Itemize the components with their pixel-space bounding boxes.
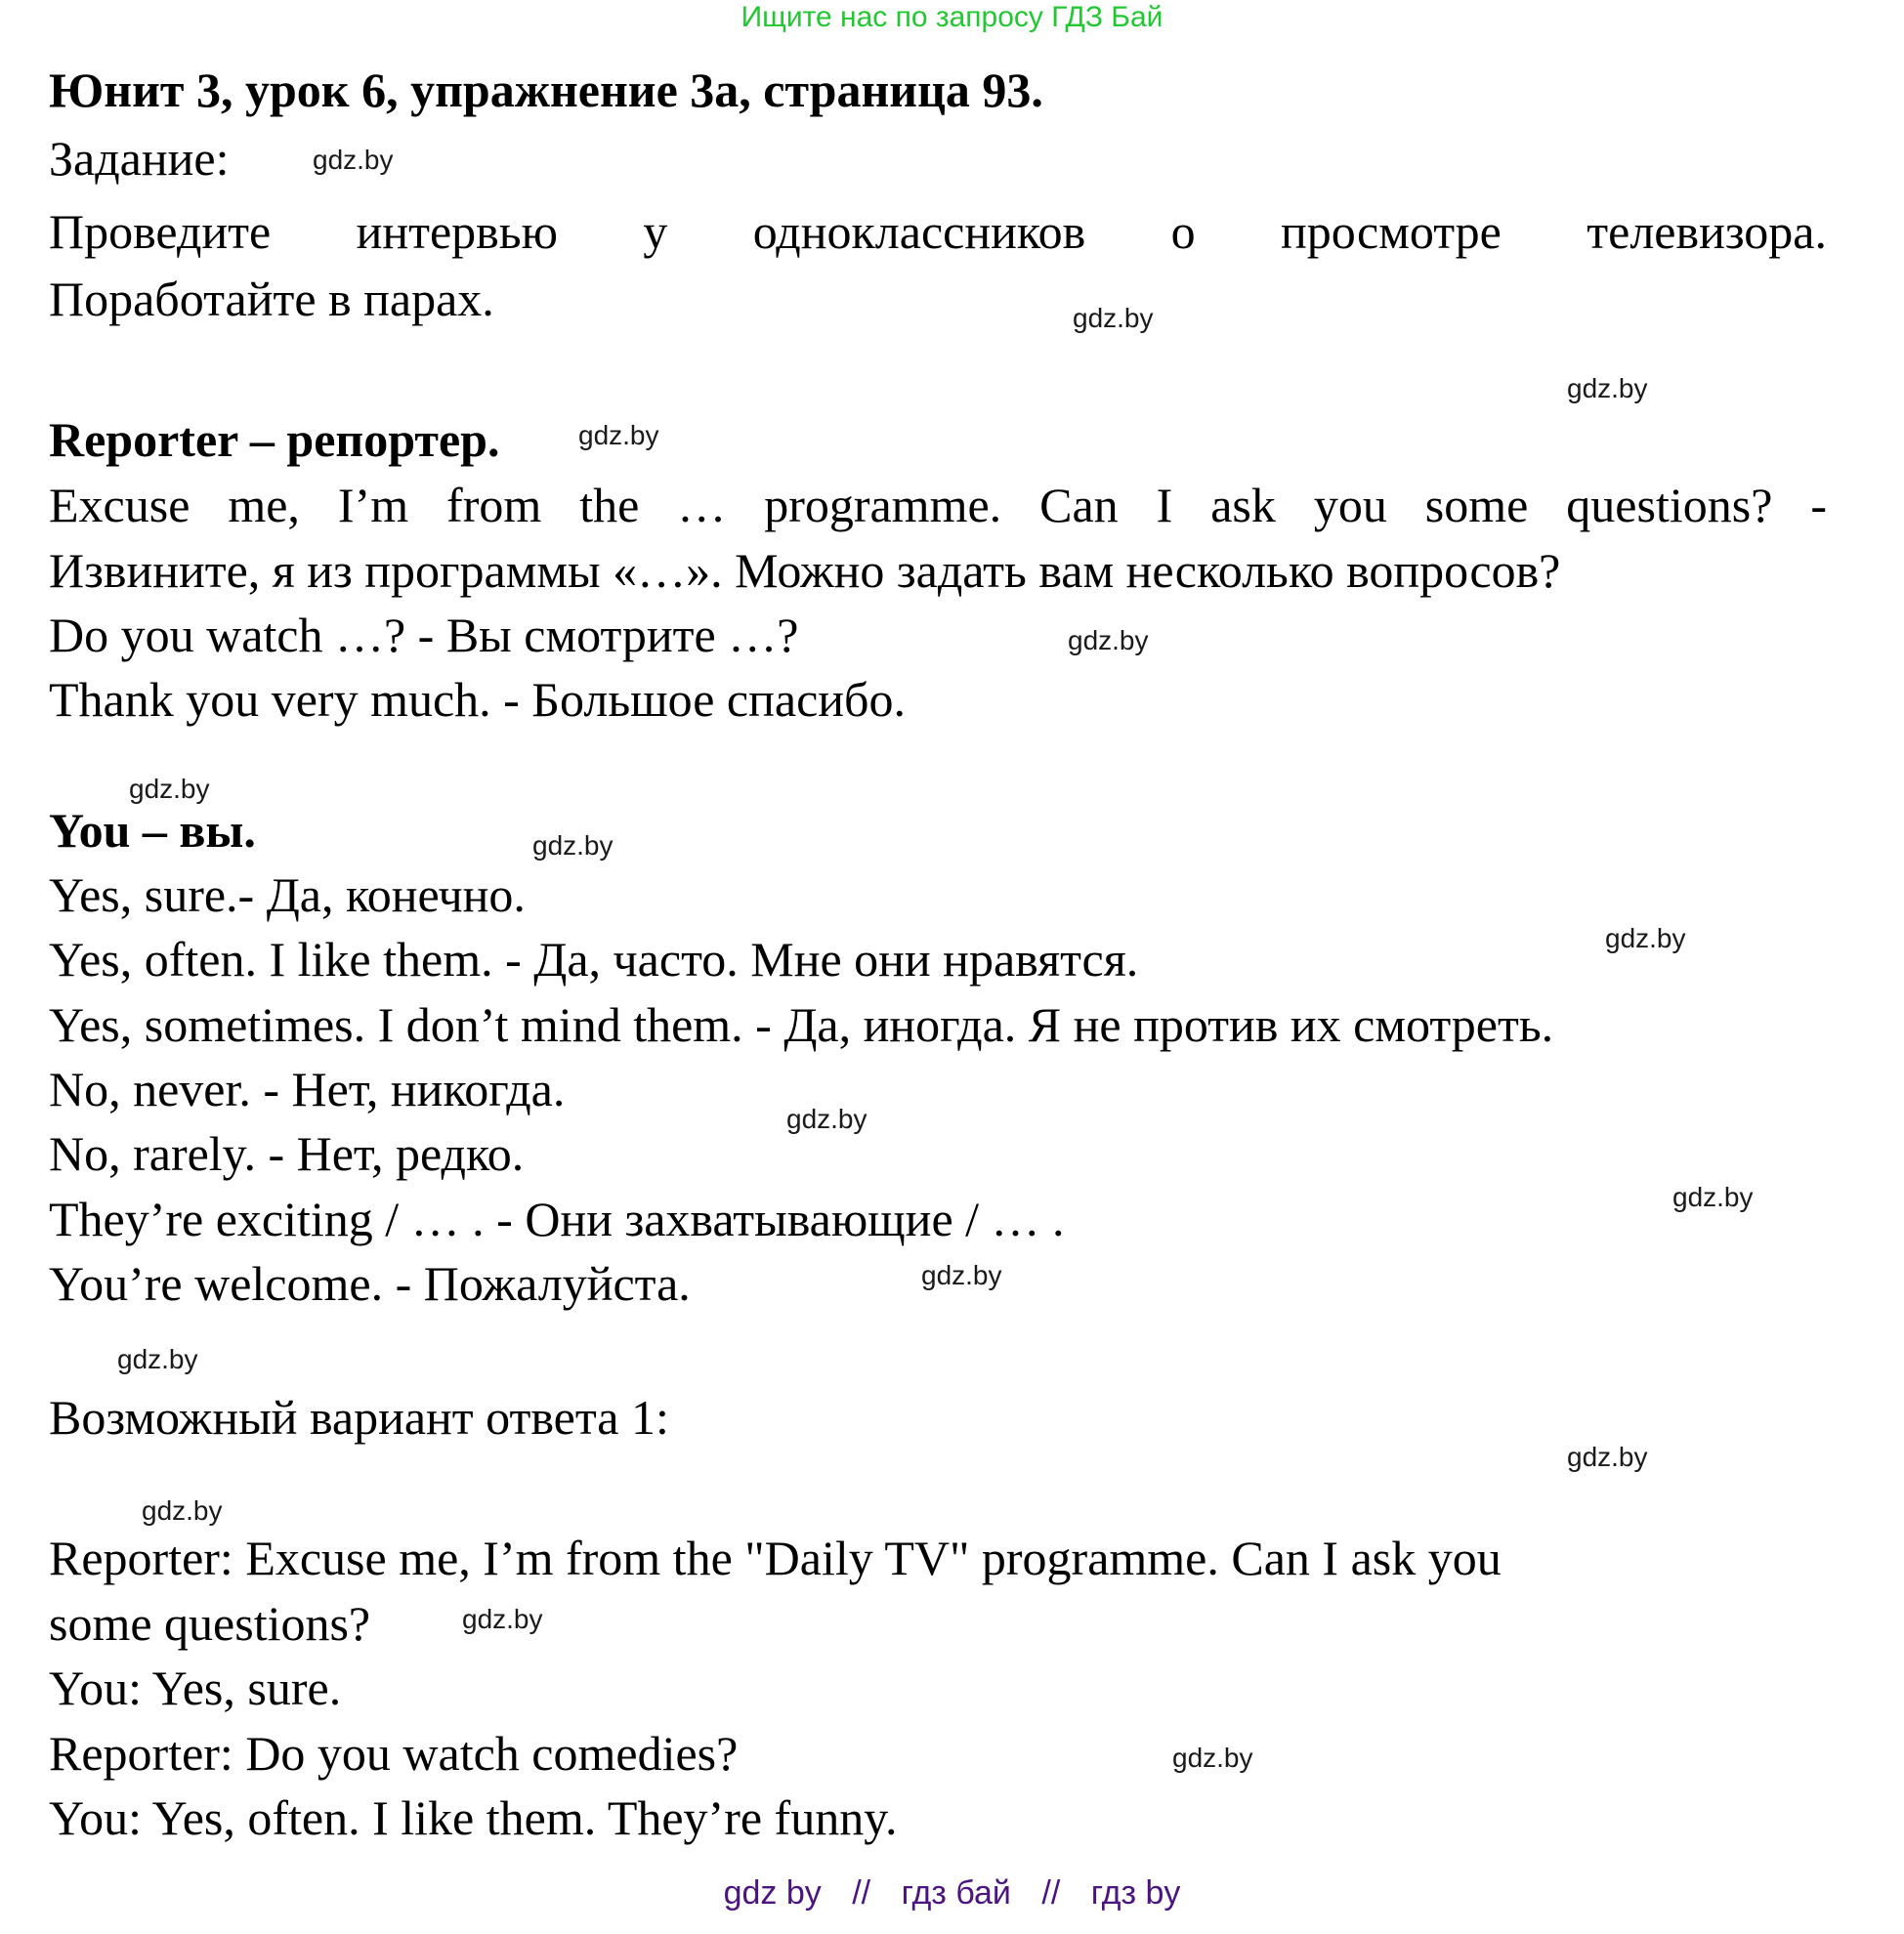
footer-link-gdz-by[interactable]: gdz by: [723, 1874, 822, 1912]
reporter-line: Thank you very much. - Большое спасибо.: [49, 672, 906, 727]
footer-separator: //: [1041, 1874, 1061, 1912]
task-word: у: [643, 204, 668, 259]
task-word: одноклассников: [752, 204, 1086, 259]
task-label: Задание:: [49, 131, 230, 186]
watermark: gdz.by: [1567, 1442, 1648, 1472]
task-word: о: [1170, 204, 1196, 259]
footer-link-gdz-bai[interactable]: гдз бай: [901, 1874, 1011, 1912]
watermark: gdz.by: [1672, 1182, 1754, 1212]
watermark: gdz.by: [313, 145, 394, 175]
reporter-line: Do you watch …? - Вы смотрите …?: [49, 608, 799, 662]
task-word: Проведите: [49, 204, 272, 259]
you-line: You’re welcome. - Пожалуйста.: [49, 1256, 691, 1311]
watermark: gdz.by: [1068, 625, 1149, 655]
answer-line: Reporter: Excuse me, I’m from the "Daily TV" programme. Can I ask you: [49, 1531, 1502, 1585]
watermark: gdz.by: [1172, 1743, 1253, 1773]
task-word: просмотре: [1281, 204, 1502, 259]
watermark: gdz.by: [462, 1604, 543, 1634]
task-word: телевизора.: [1587, 204, 1827, 259]
watermark: gdz.by: [1605, 923, 1686, 953]
task-paragraph-line-2: Поработайте в парах.: [49, 272, 494, 326]
footer-links: [0, 1873, 1904, 1913]
watermark: gdz.by: [921, 1260, 1002, 1290]
watermark: gdz.by: [129, 774, 210, 804]
reporter-line: Извините, я из программы «…». Можно задать вам несколько вопросов?: [49, 543, 1561, 598]
answer-label: Возможный вариант ответа 1:: [49, 1390, 669, 1445]
footer-link-gdz-by-cyr[interactable]: гдз by: [1090, 1874, 1181, 1912]
search-hint-banner: Ищите нас по запросу ГДЗ Бай: [740, 1, 1164, 33]
watermark: gdz.by: [786, 1104, 867, 1134]
watermark: gdz.by: [142, 1495, 223, 1526]
you-line: Yes, sure.- Да, конечно.: [49, 867, 526, 922]
watermark: gdz.by: [532, 830, 614, 861]
you-line: Yes, often. I like them. - Да, часто. Мне они нравятся.: [49, 932, 1139, 987]
answer-line: Reporter: Do you watch comedies?: [49, 1726, 739, 1781]
reporter-heading: Reporter – репортер.: [49, 412, 500, 467]
you-line: No, never. - Нет, никогда.: [49, 1062, 566, 1116]
answer-line: some questions?: [49, 1596, 371, 1651]
answer-line: You: Yes, sure.: [49, 1661, 342, 1715]
page-title: Юнит 3, урок 6, упражнение 3а, страница 93.: [49, 63, 1043, 117]
you-heading: You – вы.: [49, 803, 256, 858]
watermark: gdz.by: [578, 420, 659, 450]
watermark: gdz.by: [1567, 373, 1648, 403]
answer-line: You: Yes, often. I like them. They’re funny.: [49, 1790, 898, 1845]
you-line: They’re exciting / … . - Они захватывающие / … .: [49, 1192, 1065, 1246]
footer-separator: //: [852, 1874, 871, 1912]
watermark: gdz.by: [1073, 303, 1154, 333]
task-paragraph-line-1: [49, 202, 1827, 261]
task-word: интервью: [356, 204, 558, 259]
reporter-line: Excuse me, I’m from the … programme. Can I ask you some questions? -: [49, 478, 1827, 532]
you-line: Yes, sometimes. I don’t mind them. - Да, иногда. Я не против их смотреть.: [49, 997, 1554, 1052]
you-line: No, rarely. - Нет, редко.: [49, 1126, 525, 1181]
watermark: gdz.by: [117, 1344, 198, 1374]
